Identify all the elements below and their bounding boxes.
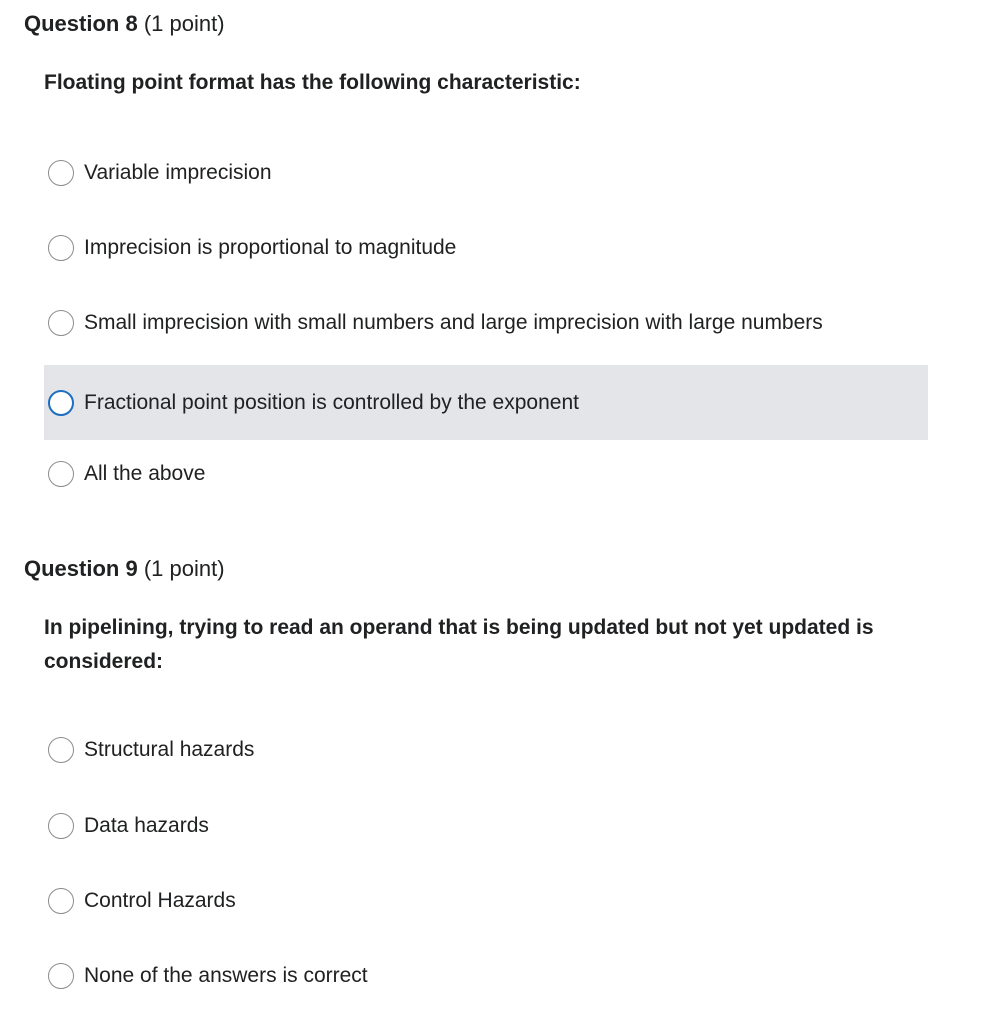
answer-option-label[interactable]: Structural hazards: [84, 737, 255, 761]
answer-option-label[interactable]: Small imprecision with small numbers and large imprecision with large numbers: [84, 310, 823, 334]
answer-option-hovered[interactable]: [44, 365, 928, 440]
answer-option-label[interactable]: Control Hazards: [84, 888, 236, 912]
radio-unchecked-icon[interactable]: [48, 310, 74, 336]
radio-unchecked-icon[interactable]: [48, 888, 74, 914]
question-number: Question 9: [24, 556, 138, 581]
question-points: (1 point): [143, 11, 225, 36]
radio-unchecked-icon[interactable]: [48, 461, 74, 487]
radio-unchecked-icon[interactable]: [48, 160, 74, 186]
answer-option-label[interactable]: Variable imprecision: [84, 160, 272, 184]
answer-option-label[interactable]: All the above: [84, 461, 206, 485]
answer-option-label[interactable]: Fractional point position is controlled by the exponent: [84, 390, 579, 414]
radio-unchecked-icon[interactable]: [48, 390, 74, 416]
answer-option[interactable]: [44, 712, 928, 787]
answer-option[interactable]: [44, 436, 928, 511]
question-number: Question 8: [24, 11, 138, 36]
radio-unchecked-icon[interactable]: [48, 737, 74, 763]
question-points: (1 point): [143, 556, 225, 581]
radio-unchecked-icon[interactable]: [48, 813, 74, 839]
answer-option[interactable]: [44, 938, 928, 1013]
radio-unchecked-icon[interactable]: [48, 963, 74, 989]
answer-option[interactable]: [44, 788, 928, 863]
answer-option[interactable]: [44, 210, 928, 285]
answer-option-label[interactable]: None of the answers is correct: [84, 963, 368, 987]
answer-option[interactable]: [44, 135, 928, 210]
question-heading: [24, 555, 225, 583]
answer-option-label[interactable]: Data hazards: [84, 813, 209, 837]
question-prompt: Floating point format has the following characteristic:: [44, 71, 581, 94]
answer-option-label[interactable]: Imprecision is proportional to magnitude: [84, 235, 457, 259]
radio-unchecked-icon[interactable]: [48, 235, 74, 261]
answer-option[interactable]: [44, 863, 928, 938]
question-prompt: In pipelining, trying to read an operand that is being updated but not yet updated is considered:: [44, 616, 874, 673]
question-heading: [24, 10, 225, 38]
answer-option[interactable]: [44, 285, 928, 360]
